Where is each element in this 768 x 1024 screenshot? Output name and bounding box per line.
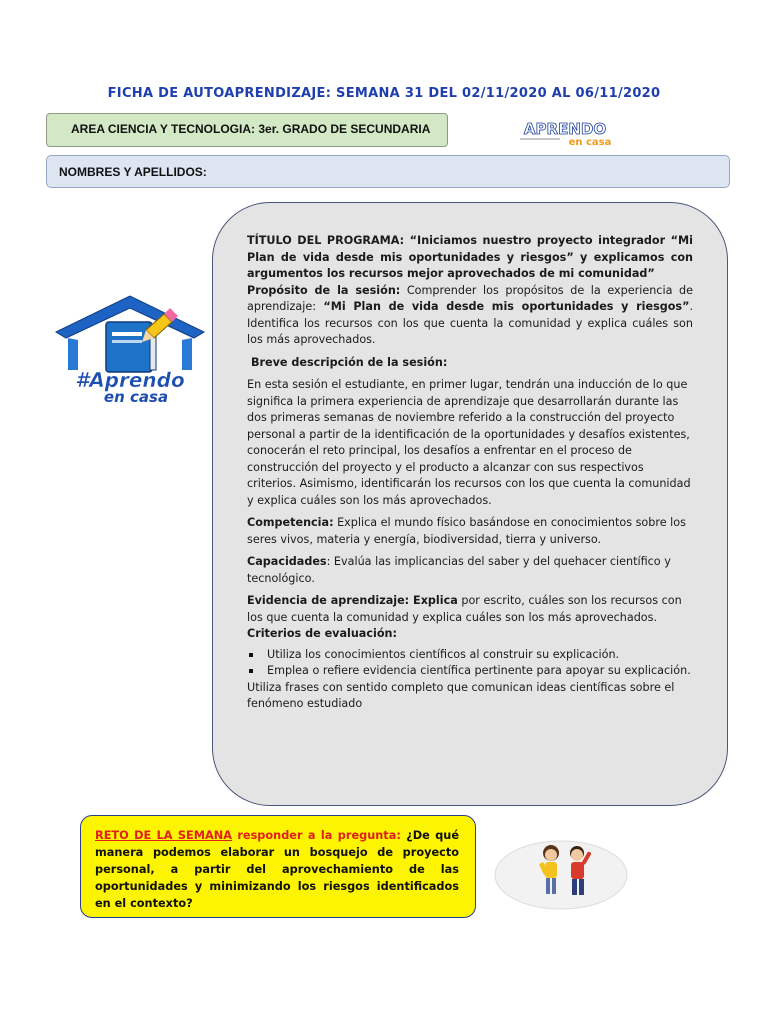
student-name-field[interactable]: [46, 155, 730, 188]
area-label: AREA CIENCIA Y TECNOLOGIA: 3er. GRADO DE SECUNDARIA: [71, 122, 431, 136]
capacities-label: Capacidades: [247, 555, 327, 568]
competence-text: Explica el mundo físico basándose en conocimientos sobre los seres vivos, materia y energía, biodiversidad, tierra y universo.: [247, 516, 686, 546]
logo-left-line1: #Aprendo: [75, 368, 185, 392]
page-title: FICHA DE AUTOAPRENDIZAJE: SEMANA 31 DEL 02/11/2020 AL 06/11/2020: [107, 86, 661, 101]
competence-paragraph: [247, 515, 693, 548]
evidence-text: por escrito, cuáles son los recursos con los que cuenta la comunidad y explica cuáles son los más aprovechados.: [247, 594, 682, 624]
logo-left-line2: en casa: [103, 388, 169, 404]
brief-text: En esta sesión el estudiante, en primer lugar, tendrán una inducción de lo que significa la primera experiencia de aprendizaje que desarrollarán durante las dos primeras semanas de noviembre referido a la construcción del proyecto personal a partir de la identificación de la oportunidades y desafíos existentes, conocerán el reto principal, los desafíos a enfrentar en el proceso de construcción del proyecto y el producto a alcanzar con sus respectivos criterios. Asimismo, identificarán los recursos con los que cuenta la comunidad y explica cuáles son los más aprovechados.: [247, 378, 691, 507]
closing-text: Utiliza frases con sentido completo que comunican ideas científicas sobre el fenómeno estudiado: [247, 680, 675, 710]
criteria-heading: [247, 626, 693, 643]
list-item: Utiliza los conocimientos científicos al construir su explicación.: [247, 647, 693, 664]
list-item: Emplea o refiere evidencia científica pertinente para apoyar su explicación.: [247, 663, 693, 680]
logo-top-line2: en casa: [568, 137, 612, 148]
logo-top-line1: APRENDO: [523, 120, 607, 138]
criteria-list: [247, 647, 693, 680]
purpose-end: .: [689, 300, 693, 313]
purpose-text: Comprender los propósitos de la experiencia de aprendizaje:: [247, 283, 693, 313]
students-illustration: [493, 833, 629, 911]
session-info-content: [247, 233, 693, 713]
capacities-paragraph: [247, 554, 693, 587]
aprendo-en-casa-house-logo: [54, 292, 206, 404]
reto-connector: responder a la pregunta:: [231, 829, 401, 842]
names-label: NOMBRES Y APELLIDOS:: [59, 165, 207, 179]
aprendo-en-casa-logo: [494, 118, 636, 148]
area-subject-box: [46, 113, 448, 147]
purpose-paragraph: [247, 283, 693, 349]
reto-label: RETO DE LA SEMANA: [95, 829, 232, 842]
purpose-label: Propósito de la sesión:: [247, 283, 401, 297]
program-title: “Iniciamos nuestro proyecto integrador “Mi Plan de vida desde mis oportunidades y riesgos” y explicamos con argumentos los recursos mejor aprovechados de mi comunidad”: [247, 234, 693, 280]
weekly-challenge-box: [80, 815, 476, 918]
evidence-label: Evidencia de aprendizaje: Explica: [247, 594, 458, 607]
criteria-label: Criterios de evaluación:: [247, 627, 397, 640]
program-paragraph: [247, 233, 693, 283]
competence-label: Competencia:: [247, 516, 334, 529]
purpose-plan: “Mi Plan de vida desde mis oportunidades y riesgos”: [323, 300, 690, 313]
program-label: TÍTULO DEL PROGRAMA:: [247, 234, 405, 247]
capacities-text: : Evalúa las implicancias del saber y del quehacer científico y tecnológico.: [247, 555, 671, 585]
purpose-text2: Identifica los recursos con los que cuenta la comunidad y explica cuáles son los más aprovechados.: [247, 316, 693, 346]
brief-label: Breve descripción de la sesión:: [251, 355, 448, 369]
brief-heading: [247, 355, 693, 372]
reto-question: ¿De qué manera podemos elaborar un bosquejo de proyecto personal, a partir del aprovechamiento de las oportunidades y minimizando los riesgos identificados en el contexto?: [95, 829, 459, 910]
evidence-paragraph: [247, 593, 693, 626]
